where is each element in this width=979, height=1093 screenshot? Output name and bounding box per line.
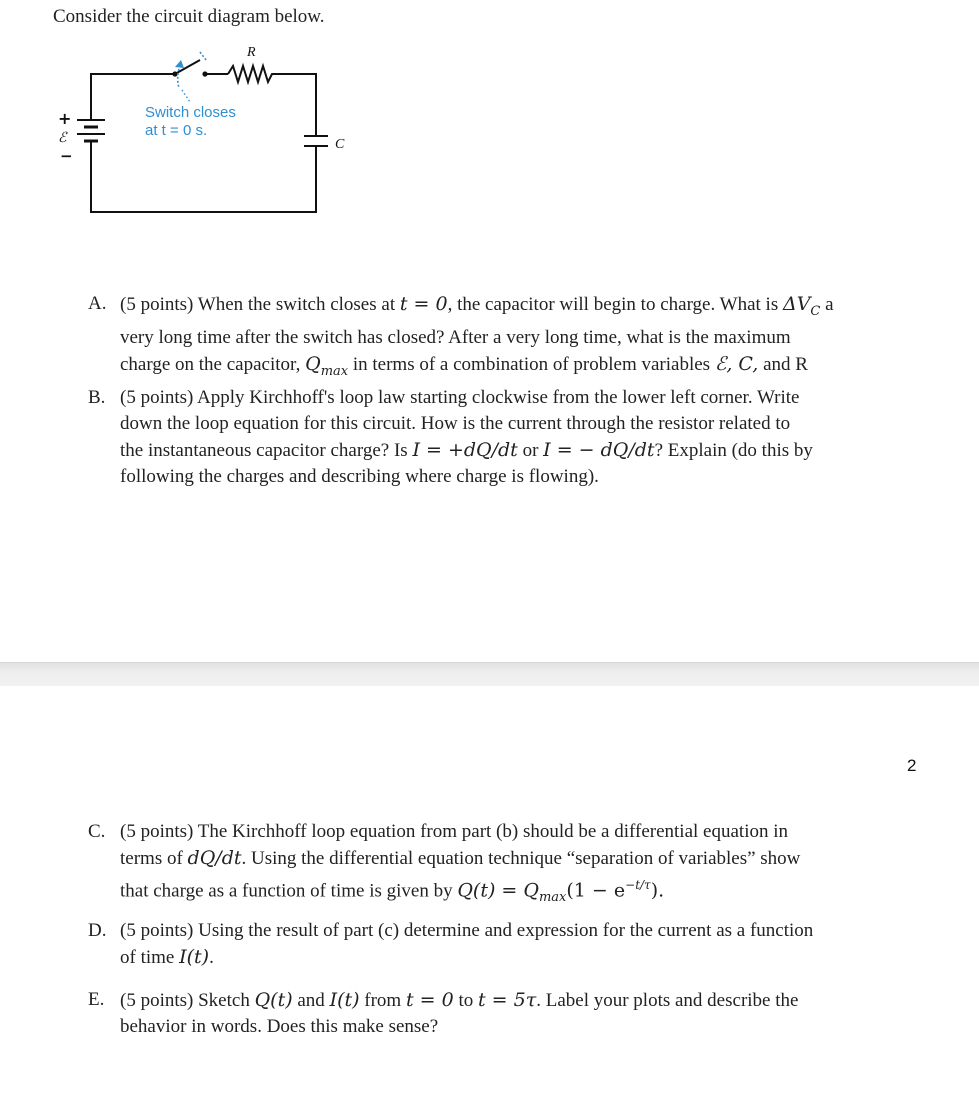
question-d-line-1: (5 points) Using the result of part (c) determine and expression for the current as a function [120,920,814,941]
capacitor-label: C [335,137,345,152]
switch-note-line1: Switch closes [145,104,236,121]
wire-right-lower [91,146,316,212]
question-d-label: D. [88,920,107,941]
switch-arrow-head-icon [175,60,184,68]
question-b-line-3: the instantaneous capacitor charge? Is I = +dQ/dt or I = − dQ/dt? Explain (do this by [120,439,813,461]
question-a-line-2: very long time after the switch has closed? After a very long time, what is the maximum [120,326,791,348]
question-b-line-4: following the charges and describing where charge is flowing). [120,466,599,487]
emf-label: ℰ [58,130,67,146]
emf-minus-label: − [60,147,73,165]
switch-tick-icon [200,52,206,60]
switch-contact-right [202,71,207,76]
question-d-line-2: of time I(t). [120,946,214,968]
resistor-zigzag [228,66,276,82]
question-e-label: E. [88,989,105,1010]
emf-plus-label: + [58,109,72,128]
question-c-line-2: terms of dQ/dt. Using the differential equation technique “separation of variables” show [120,847,801,869]
resistor-label: R [247,45,256,60]
question-e-line-2: behavior in words. Does this make sense? [120,1016,439,1037]
question-c-line-3: that charge as a function of time is given by $Q(t) = Q_{max}(1 - e^{-t/\tau})$. [120,878,665,906]
question-c-line-1: (5 points) The Kirchhoff loop equation from part (b) should be a differential equation in [120,821,788,842]
question-e-line-1: (5 points) Sketch Q(t) and I(t) from t = 0 to t = 5τ. Label your plots and describe the [120,989,799,1011]
question-a-line-3: charge on the capacitor, $Q_{max}$ in terms of a combination of problem variables ℰ, C, and R [120,352,808,379]
question-b-label: B. [88,387,106,408]
page-number: 2 [907,756,917,775]
question-b-line-2: down the loop equation for this circuit. How is the current through the resistor related to [120,413,791,434]
page-separator [0,662,979,688]
note-leader [182,90,190,102]
question-b-line-1: (5 points) Apply Kirchhoff's loop law starting clockwise from the lower left corner. Write [120,387,800,408]
rc-circuit-diagram [40,38,360,223]
wire-right [276,74,316,136]
document-page-2 [0,686,979,1093]
switch-contact-left [172,71,177,76]
intro-text: Consider the circuit diagram below. [53,6,325,27]
question-a-label: A. [88,293,107,314]
question-a-line-1: (5 points) When the switch closes at t = 0, the capacitor will begin to charge. What is $\Delta V_C$ a [120,293,834,319]
question-c-label: C. [88,821,106,842]
switch-note-line2: at t = 0 s. [145,122,208,139]
switch-arrow-icon [178,65,180,88]
